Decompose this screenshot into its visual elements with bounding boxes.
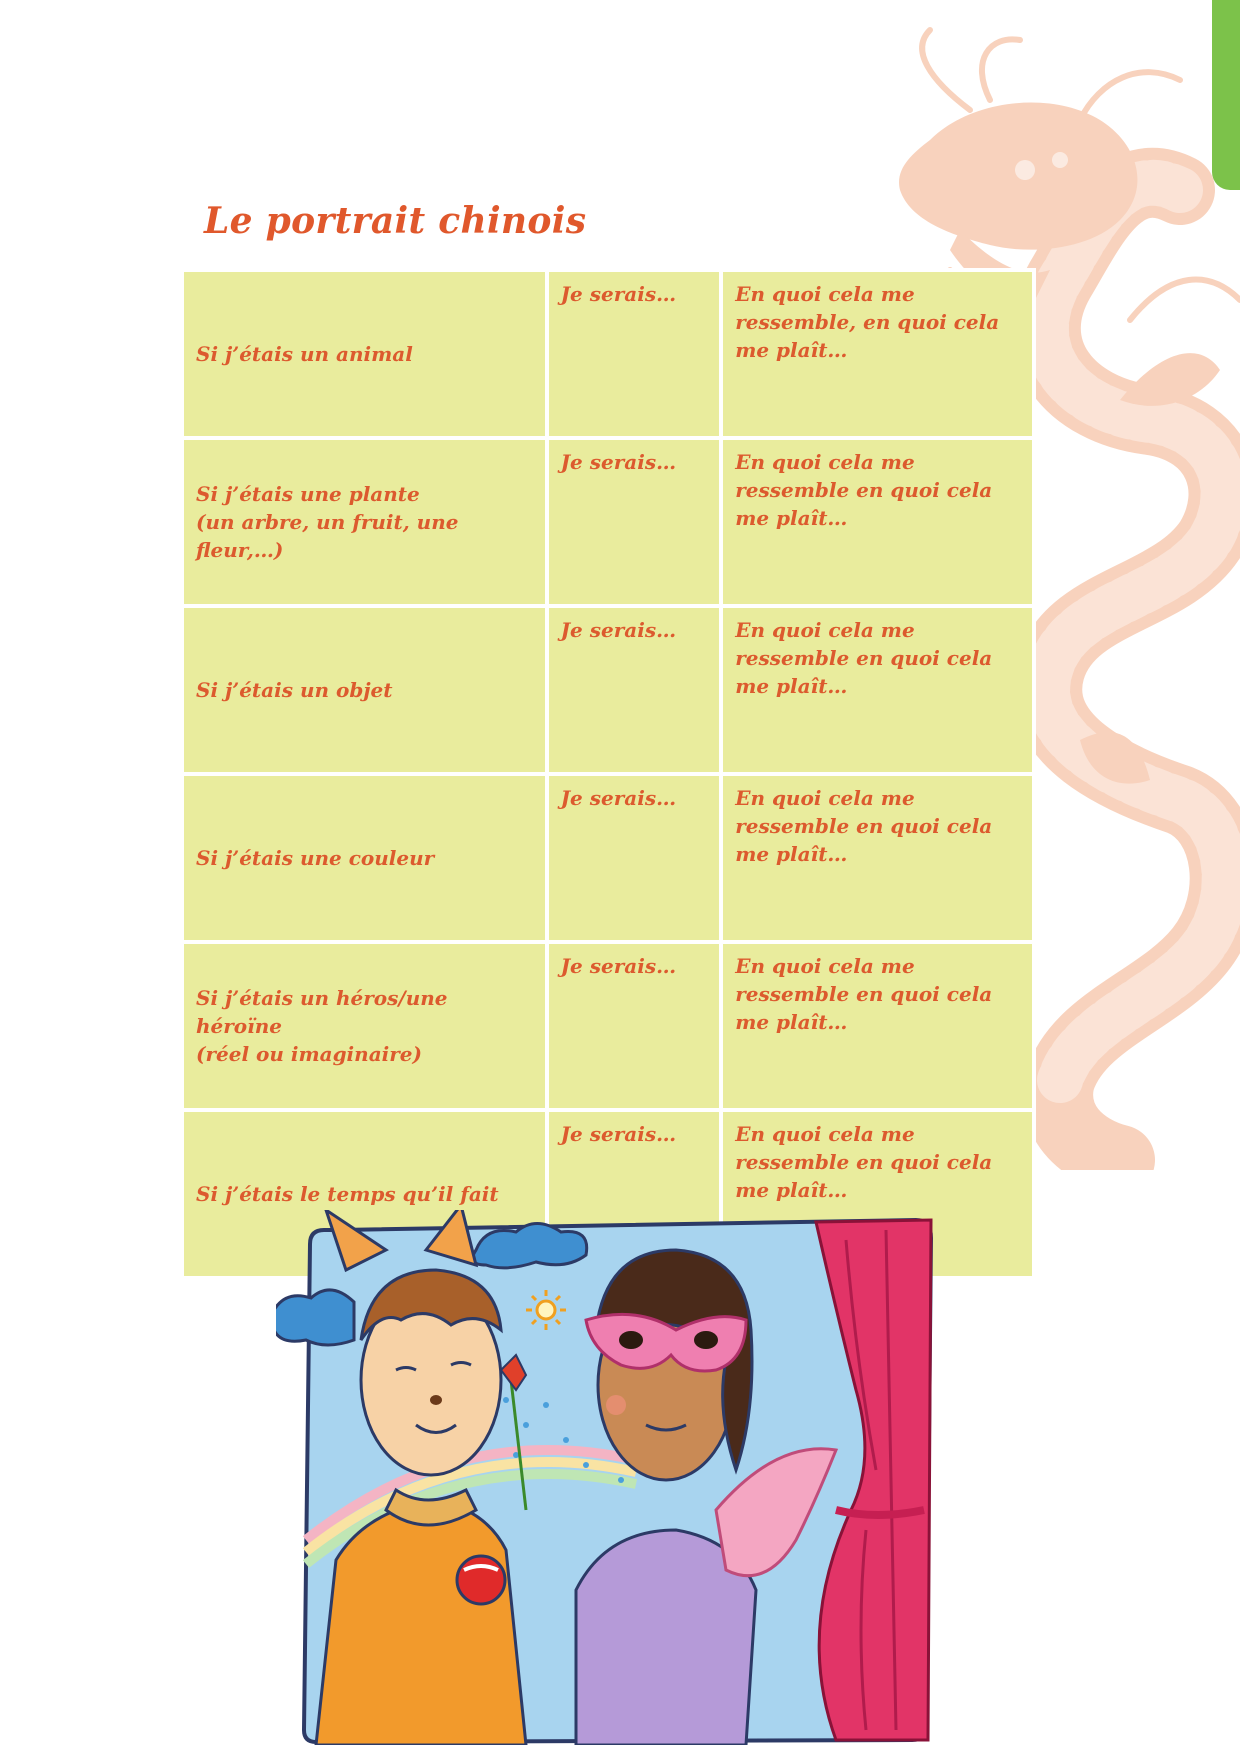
table-row	[184, 608, 1032, 772]
row-label: Si j’étais un héros/une héroïne	[196, 986, 448, 1038]
ressemble-cell: En quoi cela me ressemble en quoi cela me plaît…	[723, 608, 1032, 772]
row-label-note: (un arbre, un fruit, une fleur,…)	[196, 510, 459, 562]
portrait-table	[180, 268, 1036, 1280]
row-label: Si j’étais un objet	[196, 678, 393, 702]
apple-icon	[457, 1556, 505, 1604]
table-row	[184, 944, 1032, 1108]
row-label-cell	[184, 608, 545, 772]
row-label-note: (réel ou imaginaire)	[196, 1042, 422, 1066]
je-serais-cell: Je serais…	[549, 776, 720, 940]
table-row	[184, 272, 1032, 436]
row-label: Si j’étais une plante	[196, 482, 420, 506]
ressemble-cell: En quoi cela me ressemble en quoi cela me plaît…	[723, 1112, 1032, 1276]
je-serais-cell: Je serais…	[549, 944, 720, 1108]
je-serais-cell: Je serais…	[549, 440, 720, 604]
table-row	[184, 440, 1032, 604]
row-label-cell	[184, 440, 545, 604]
je-serais-cell: Je serais…	[549, 272, 720, 436]
ressemble-cell: En quoi cela me ressemble en quoi cela me plaît…	[723, 776, 1032, 940]
table-row	[184, 776, 1032, 940]
row-label: Si j’étais une couleur	[196, 846, 435, 870]
page-title: Le portrait chinois	[204, 200, 587, 242]
je-serais-cell: Je serais…	[549, 1112, 720, 1276]
row-label-cell	[184, 776, 545, 940]
je-serais-cell: Je serais…	[549, 608, 720, 772]
ressemble-cell: En quoi cela me ressemble, en quoi cela me plaît…	[723, 272, 1032, 436]
row-label-cell	[184, 272, 545, 436]
ressemble-cell: En quoi cela me ressemble en quoi cela me plaît…	[723, 440, 1032, 604]
row-label: Si j’étais un animal	[196, 342, 413, 366]
children-illustration	[276, 1210, 946, 1745]
row-label-cell	[184, 944, 545, 1108]
row-label: Si j’étais le temps qu’il fait	[196, 1182, 499, 1206]
ressemble-cell: En quoi cela me ressemble en quoi cela me plaît…	[723, 944, 1032, 1108]
